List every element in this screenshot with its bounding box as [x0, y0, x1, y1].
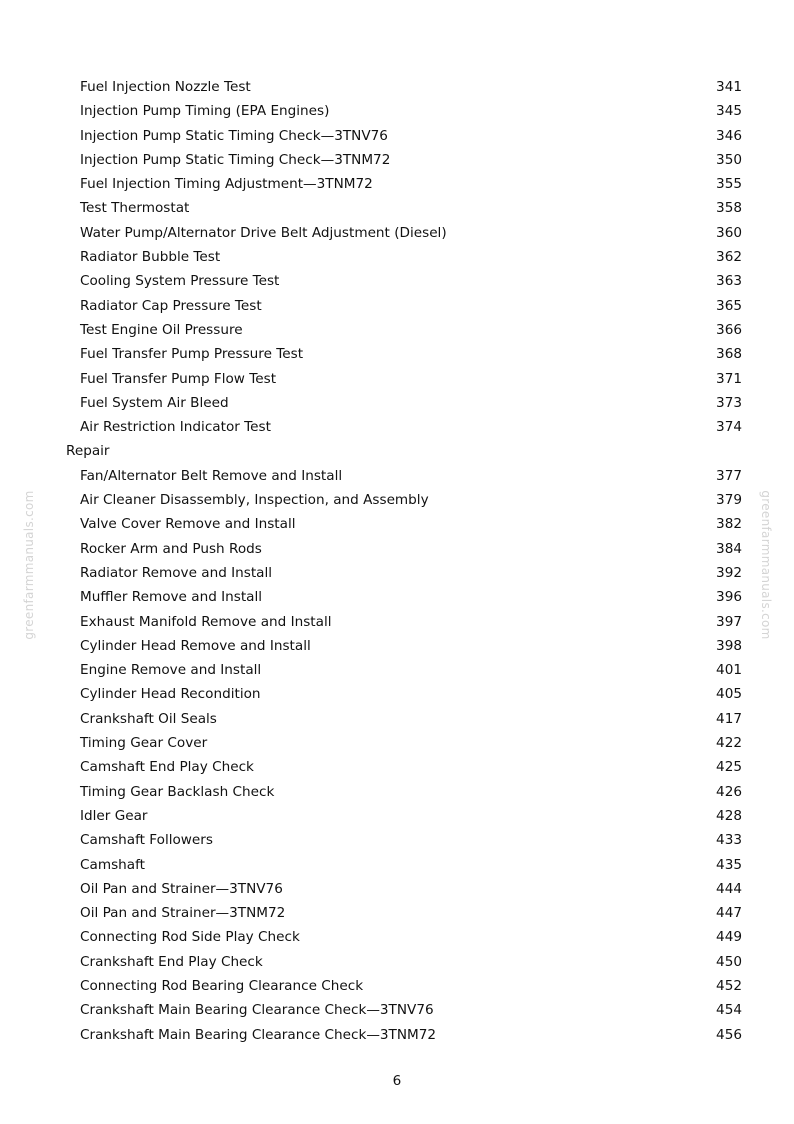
toc-entry-title: Injection Pump Static Timing Check—3TNM72 [80, 151, 391, 168]
toc-entry-page: 447 [716, 905, 742, 922]
toc-entry-page: 382 [716, 516, 742, 533]
toc-entry-page: 374 [716, 419, 742, 436]
toc-entry-page: 373 [716, 394, 742, 411]
toc-entry[interactable] [0, 294, 794, 318]
toc-entry-page: 428 [716, 807, 742, 824]
watermark-left: greenfarmmanuals.com [22, 490, 36, 640]
toc-entry[interactable] [0, 561, 794, 585]
toc-entry-title: Exhaust Manifold Remove and Install [80, 613, 332, 630]
toc-entry-title: Radiator Cap Pressure Test [80, 297, 262, 314]
toc-entry-title: Rocker Arm and Push Rods [80, 540, 262, 557]
toc-entry-page: 396 [716, 589, 742, 606]
toc-entry-page: 401 [716, 662, 742, 679]
toc-entry[interactable] [0, 269, 794, 293]
toc-entry[interactable] [0, 124, 794, 148]
toc-entry-title: Cylinder Head Remove and Install [80, 637, 311, 654]
page-number: 6 [392, 1073, 402, 1089]
toc-entry-page: 346 [716, 127, 742, 144]
toc-entry[interactable] [0, 877, 794, 901]
toc-entry-page: 366 [716, 321, 742, 338]
table-of-contents [0, 75, 794, 1047]
toc-entry-page: 355 [716, 176, 742, 193]
toc-entry-title: Fuel Transfer Pump Pressure Test [80, 346, 304, 363]
toc-entry-page: 398 [716, 637, 742, 654]
toc-entry-page: 425 [716, 759, 742, 776]
toc-entry-page: 397 [716, 613, 742, 630]
toc-entry-page: 379 [716, 492, 742, 509]
section-heading-title: Repair [66, 443, 110, 460]
toc-entry[interactable] [0, 148, 794, 172]
toc-entry-page: 368 [716, 346, 742, 363]
toc-entry-title: Radiator Remove and Install [80, 564, 273, 581]
toc-entry-title: Radiator Bubble Test [80, 249, 221, 266]
toc-entry[interactable] [0, 950, 794, 974]
toc-entry[interactable] [0, 585, 794, 609]
toc-entry[interactable] [0, 75, 794, 99]
toc-entry-title: Fuel Injection Nozzle Test [80, 79, 251, 95]
toc-entry-title: Oil Pan and Strainer—3TNM72 [80, 905, 286, 922]
toc-entry[interactable] [0, 828, 794, 852]
toc-entry-page: 345 [716, 103, 742, 120]
toc-entry-page: 341 [716, 79, 742, 95]
toc-entry-page: 350 [716, 151, 742, 168]
toc-entry-page: 365 [716, 297, 742, 314]
toc-entry-page: 435 [716, 856, 742, 873]
toc-entry-page: 371 [716, 370, 742, 387]
toc-entry[interactable] [0, 99, 794, 123]
toc-entry-title: Fan/Alternator Belt Remove and Install [80, 467, 343, 484]
toc-entry-page: 444 [716, 880, 742, 897]
toc-entry[interactable] [0, 707, 794, 731]
toc-entry-title: Timing Gear Cover [80, 735, 208, 752]
toc-entry[interactable] [0, 901, 794, 925]
toc-entry-page: 456 [716, 1026, 742, 1043]
toc-entry[interactable] [0, 512, 794, 536]
toc-entry[interactable] [0, 221, 794, 245]
toc-entry-title: Air Restriction Indicator Test [80, 419, 271, 436]
toc-entry-page: 405 [716, 686, 742, 703]
toc-entry-title: Crankshaft End Play Check [80, 953, 263, 970]
toc-entry-page: 422 [716, 735, 742, 752]
toc-entry-title: Muffler Remove and Install [80, 589, 263, 606]
toc-entry[interactable] [0, 731, 794, 755]
toc-entry-title: Crankshaft Oil Seals [80, 710, 217, 727]
toc-entry[interactable] [0, 318, 794, 342]
toc-entry[interactable] [0, 804, 794, 828]
toc-entry-page: 358 [716, 200, 742, 217]
toc-entry[interactable] [0, 464, 794, 488]
toc-entry[interactable] [0, 974, 794, 998]
toc-entry[interactable] [0, 342, 794, 366]
toc-entry-title: Injection Pump Static Timing Check—3TNV76 [80, 127, 388, 144]
toc-entry-title: Engine Remove and Install [80, 662, 262, 679]
section-heading-repair[interactable] [0, 439, 794, 463]
toc-entry[interactable] [0, 780, 794, 804]
toc-entry[interactable] [0, 998, 794, 1022]
toc-entry-title: Fuel System Air Bleed [80, 394, 229, 411]
toc-entry[interactable] [0, 853, 794, 877]
toc-entry[interactable] [0, 682, 794, 706]
toc-entry[interactable] [0, 488, 794, 512]
toc-entry-title: Crankshaft Main Bearing Clearance Check—3TNM72 [80, 1026, 437, 1043]
toc-entry-page: 452 [716, 977, 742, 994]
toc-entry-title: Camshaft End Play Check [80, 759, 254, 776]
toc-entry-title: Camshaft [80, 856, 145, 873]
toc-entry-page: 454 [716, 1002, 742, 1019]
toc-entry[interactable] [0, 537, 794, 561]
toc-entry[interactable] [0, 634, 794, 658]
toc-entry[interactable] [0, 415, 794, 439]
toc-entry-page: 360 [716, 224, 742, 241]
toc-entry-page: 377 [716, 467, 742, 484]
toc-entry-title: Injection Pump Timing (EPA Engines) [80, 103, 330, 120]
toc-entry-title: Cooling System Pressure Test [80, 273, 280, 290]
toc-entry-title: Air Cleaner Disassembly, Inspection, and Assembly [80, 492, 429, 509]
toc-entry-title: Connecting Rod Side Play Check [80, 929, 300, 946]
toc-entry[interactable] [0, 196, 794, 220]
toc-entry-title: Timing Gear Backlash Check [80, 783, 275, 800]
toc-entry[interactable] [0, 658, 794, 682]
toc-entry-title: Crankshaft Main Bearing Clearance Check—3TNV76 [80, 1002, 434, 1019]
toc-entry-page: 362 [716, 249, 742, 266]
toc-entry[interactable] [0, 755, 794, 779]
toc-entry-title: Camshaft Followers [80, 832, 213, 849]
toc-entry-title: Idler Gear [80, 807, 148, 824]
toc-entry-title: Fuel Injection Timing Adjustment—3TNM72 [80, 176, 373, 193]
toc-entry-title: Water Pump/Alternator Drive Belt Adjustment (Diesel) [80, 224, 447, 241]
watermark-right: greenfarmmanuals.com [759, 490, 773, 640]
toc-entry[interactable] [0, 1023, 794, 1047]
toc-entry-title: Fuel Transfer Pump Flow Test [80, 370, 277, 387]
toc-entry-page: 426 [716, 783, 742, 800]
toc-entry-page: 363 [716, 273, 742, 290]
toc-entry-title: Oil Pan and Strainer—3TNV76 [80, 880, 283, 897]
toc-entry-title: Test Thermostat [80, 200, 190, 217]
toc-entry[interactable] [0, 391, 794, 415]
toc-entry-page: 450 [716, 953, 742, 970]
toc-entry[interactable] [0, 172, 794, 196]
toc-entry-title: Cylinder Head Recondition [80, 686, 261, 703]
toc-entry[interactable] [0, 245, 794, 269]
toc-entry-page: 384 [716, 540, 742, 557]
toc-entry[interactable] [0, 610, 794, 634]
toc-entry[interactable] [0, 925, 794, 949]
toc-entry-page: 417 [716, 710, 742, 727]
toc-entry-page: 433 [716, 832, 742, 849]
toc-entry-page: 449 [716, 929, 742, 946]
toc-entry-title: Test Engine Oil Pressure [80, 321, 243, 338]
toc-entry-title: Valve Cover Remove and Install [80, 516, 296, 533]
toc-entry[interactable] [0, 367, 794, 391]
toc-entry-page: 392 [716, 564, 742, 581]
toc-entry-title: Connecting Rod Bearing Clearance Check [80, 977, 364, 994]
